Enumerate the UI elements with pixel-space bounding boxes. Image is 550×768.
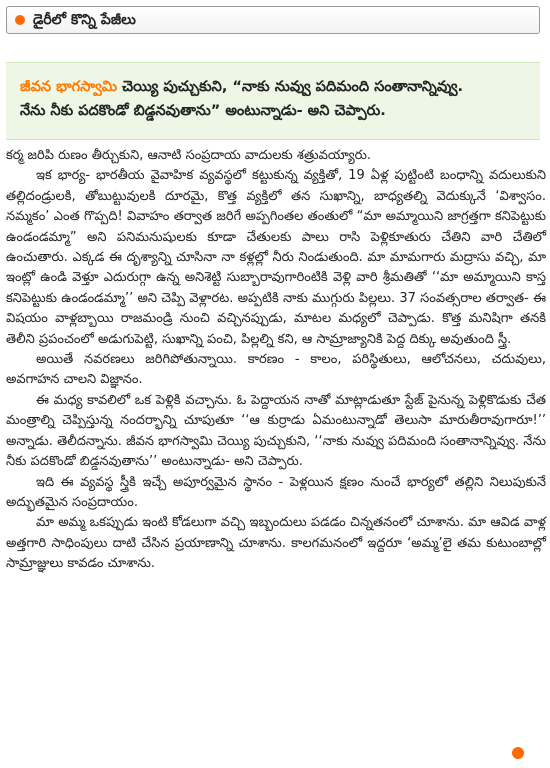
- bullet-dot-icon: [15, 15, 25, 25]
- pull-quote-line-2: నేను నీకు పదకొండో బిడ్డనవుతాను” అంటున్నాడు- అని చెప్పారు.: [20, 103, 386, 119]
- section-header: [6, 6, 540, 34]
- paragraph-1-text: కర్మ జరిపి రుణం తీర్చుకుని, ఆనాటి సంప్రదాయ వాదులకు శత్రువయ్యారు.: [6, 148, 372, 163]
- paragraph-5-text: ఇది ఈ వ్యవస్థ స్త్రీకి ఇచ్చే అపూర్వమైన స్థానం - పెళ్లయిన క్షణం నుంచే భార్యలో తల్లిని నిలుపుకునే అద్భుతమైన సంప్రదాయం.: [6, 474, 546, 510]
- paragraph-2: [6, 166, 546, 350]
- paragraph-3-text: అయితే నవరణలు జరిగిపోతున్నాయి. కారణం - కాలం, పరిస్థితులు, ఆలోచనలు, చదువులు, అవగాహన చాలని విజ్ఞానం.: [6, 352, 546, 388]
- pull-quote-line-1: [20, 75, 530, 99]
- paragraph-6-text: మా అమ్మ ఒకప్పుడు ఇంటి కోడలుగా వచ్చి ఇబ్బందులు పడడం చిన్నతనంలో చూశాను. మా ఆవిడ వాళ్ల అత్తగారి సాధింపులు దాటి చేసిన ప్రయాణాన్ని చూశాను. కాలగమనంలో ఇద్దరూ ‘అమ్మ’లై తమ కుటుంబాల్లో సామ్రాజ్ఞులు కావడం చూశాను.: [6, 515, 546, 572]
- pull-quote-line-1-text: చెయ్యి పుచ్చుకుని, “నాకు నువ్వు పదిమంది సంతానాన్నివ్వు.: [117, 79, 464, 95]
- end-dot-icon: [512, 747, 524, 759]
- section-title: డైరీలో కొన్ని పేజీలు: [33, 12, 136, 28]
- article-body: [6, 146, 546, 575]
- pull-quote: [6, 62, 540, 140]
- paragraph-3: [6, 350, 546, 391]
- paragraph-4: [6, 391, 546, 473]
- paragraph-1: [6, 146, 546, 166]
- paragraph-5: [6, 473, 546, 514]
- paragraph-6: [6, 513, 546, 574]
- pull-quote-highlight: జీవన భాగస్వామి: [20, 79, 118, 95]
- paragraph-4-text: ఈ మధ్య కావలిలో ఒక పెళ్లికి వచ్చాను. ఓ పెద్దాయన నాతో మాట్లాడుతూ స్టేజ్ పైనున్న పెళ్లికొడుకు చేత మంత్రాల్ని చెప్పిస్తున్న నందర్భాన్ని చూపుతూ ‘‘ఆ కుర్రాడు ఏమంటున్నాడో తెలుసా మారుతీరావుగారూ!’’ అన్నాడు. తెలీదన్నాను. జీవన భాగస్వామి చెయ్యి పుచ్చుకుని, ‘‘నాకు నువ్వు పదిమంది సంతానాన్నివ్వు. నేను నీకు పదకొండో బిడ్డనవుతాను’’ అంటున్నాడు- అని చెప్పారు.: [6, 392, 546, 470]
- paragraph-2-text: ఇక భార్య- భారతీయ వైవాహిక వ్యవస్థలో కట్టుకున్న వ్యక్తితో, 19 ఏళ్ల పుట్టింటి బంధాన్ని వదులుకుని తల్లిదండ్రులకి, తోబుట్టువులకి దూరమై, కొత్త వ్యక్తిలో తన సుఖాన్ని, బాధ్యతల్ని వెదుక్కునే ‘విశ్వాసం. నమ్మకం’ ఎంత గొప్పది! వివాహం తర్వాత జరిగే అప్పగింతల తంతులో “మా అమ్మాయిని జాగ్రత్తగా కనిపెట్టుకు ఉండండమ్మా” అని పనిమనుషులకు కూడా చేతులకు పాలు రాసి పెళ్లికూతురు చేతిని వారి చేతిలో ఉంచుతారు. ఎక్కడ ఈ దృశ్యాన్ని చూసినా నా కళ్లల్లో నీరు నిండుతుంది. మా మామగారు మద్రాసు వచ్చి, మా ఇంట్లో ఉండి వెళ్తూ ఎదురుగ్గా ఉన్న అనిశెట్టి సుబ్బారావుగారింటికి వెళ్లి వారి శ్రీమతితో ‘‘మా అమ్మాయిని కాస్త కనిపెట్టుకు ఉండండమ్మా’’ అని చెప్పి వెళ్లారట. అప్పటికి నాకు ముగ్గురు పిల్లలు. 37 సంవత్సరాల తర్వాత- ఈ విషయం వాళ్లబ్బాయి రాజమండ్రి నుంచి వచ్చినప్పుడు, మాటల మధ్యలో చెప్పాడు. కొత్త మనిషిగా తనకి తెలీని ప్రపంచంలో అడుగుపెట్టి, సుఖాన్ని పంచి, పిల్లల్ని కని, ఆ సామ్రాజ్యానికి పెద్ద దిక్కు అవుతుంది స్త్రీ.: [6, 168, 546, 347]
